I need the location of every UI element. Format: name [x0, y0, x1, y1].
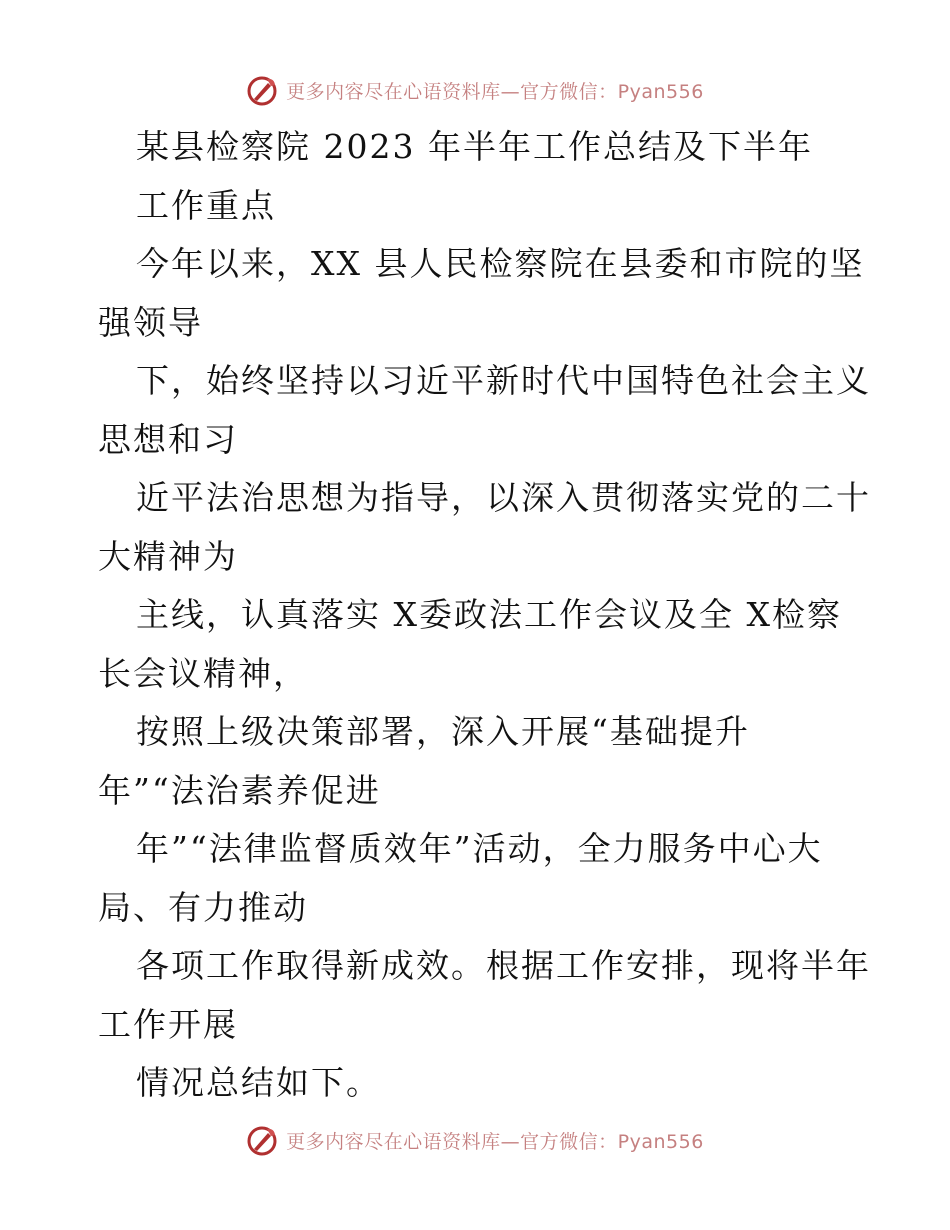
paragraph-line: 思想和习: [98, 419, 238, 459]
paragraph-line: 强领导: [98, 302, 203, 342]
document-body: [0, 118, 950, 1113]
document-title-line: 某县检察院 2023 年半年工作总结及下半年: [136, 127, 813, 166]
watermark-group: [246, 1124, 704, 1156]
paragraph-line: 主线，认真落实 X委政法工作会议及全 X检察: [136, 595, 842, 634]
watermark-group: [246, 74, 704, 106]
paragraph-line: 局、有力推动: [98, 887, 308, 927]
paragraph-line: 工作开展: [98, 1004, 238, 1044]
watermark-text: 更多内容尽在心语资料库—官方微信：Pyan556: [286, 80, 704, 103]
paragraph-line: 大精神为: [98, 536, 238, 576]
paragraph-line: 年”“法治素养促进: [98, 770, 381, 810]
paragraph-line: 年”“法律监督质效年”活动，全力服务中心大: [136, 829, 823, 868]
paragraph-line: 情况总结如下。: [136, 1063, 381, 1102]
paragraph-line: 按照上级决策部署，深入开展“基础提升: [136, 712, 750, 751]
quill-logo-icon: [246, 1124, 278, 1156]
paragraph-line: 下，始终坚持以习近平新时代中国特色社会主义: [136, 361, 871, 400]
paragraph-line: 各项工作取得新成效。根据工作安排，现将半年: [136, 946, 871, 985]
document-title-line: 工作重点: [136, 185, 276, 225]
watermark-footer: [0, 1120, 950, 1160]
watermark-text: 更多内容尽在心语资料库—官方微信：Pyan556: [286, 1130, 704, 1153]
paragraph-line: 长会议精神，: [98, 653, 308, 693]
paragraph-line: 近平法治思想为指导，以深入贯彻落实党的二十: [136, 478, 871, 517]
quill-logo-icon: [246, 74, 278, 106]
paragraph-line: 今年以来，XX 县人民检察院在县委和市院的坚: [136, 244, 865, 283]
watermark-header: [0, 70, 950, 110]
